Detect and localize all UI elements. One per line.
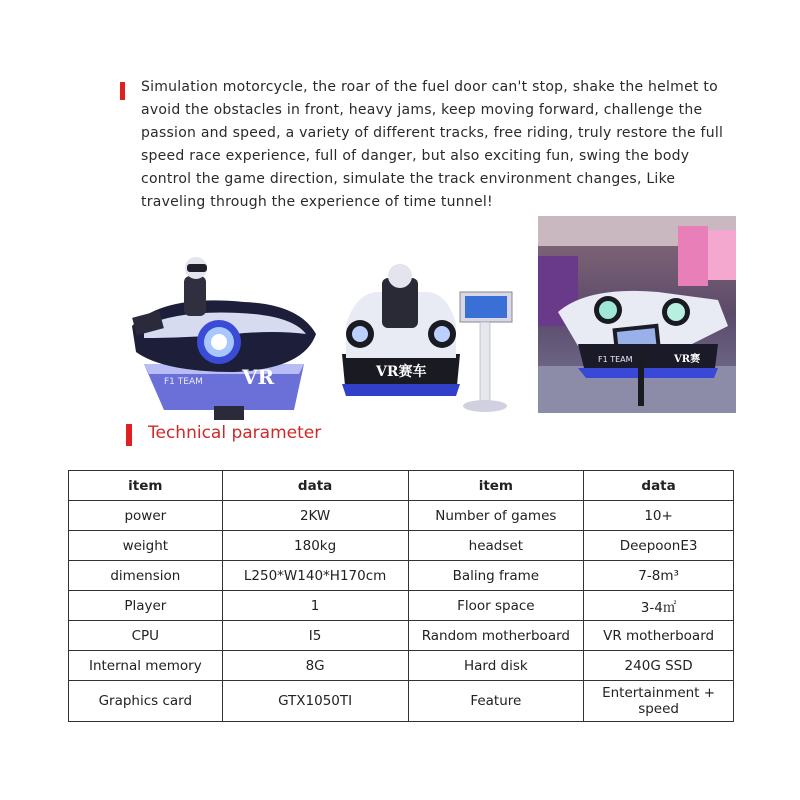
table-cell: 3-4㎡: [584, 591, 734, 621]
table-header-row: [69, 471, 734, 501]
table-row: [69, 681, 734, 722]
product-photo-arcade-scene: [538, 216, 736, 413]
table-row: [69, 621, 734, 651]
product-photo-side-view: [124, 234, 324, 426]
table-row: [69, 531, 734, 561]
table-cell: power: [69, 501, 223, 531]
table-cell: Feature: [408, 681, 584, 722]
table-cell: 240G SSD: [584, 651, 734, 681]
table-cell: headset: [408, 531, 584, 561]
table-cell: GTX1050TI: [222, 681, 408, 722]
table-row: [69, 561, 734, 591]
table-cell: 1: [222, 591, 408, 621]
table-cell: DeepoonE3: [584, 531, 734, 561]
intro-text: Simulation motorcycle, the roar of the fuel door can't stop, shake the helmet to avoid the obstacles in front, heavy jams, keep moving forward, challenge the passion and speed, a variety of different tracks, free riding, truly restore the full speed race experience, full of danger, but also exciting fun, swing the body control the game direction, simulate the track environment changes, Like traveling through the experience of time tunnel!: [141, 79, 724, 210]
section-title: Technical parameter: [148, 423, 322, 443]
photo3-logo-text: VR赛: [674, 354, 701, 365]
product-photo-front-view: [336, 234, 518, 426]
header-data: data: [584, 471, 734, 501]
table-cell: Floor space: [408, 591, 584, 621]
table-cell: L250*W140*H170cm: [222, 561, 408, 591]
table-cell: Entertainment + speed: [584, 681, 734, 722]
table-row: [69, 651, 734, 681]
table-cell: 2KW: [222, 501, 408, 531]
header-item: item: [69, 471, 223, 501]
intro-paragraph: [120, 76, 740, 214]
table-cell: Baling frame: [408, 561, 584, 591]
table-cell: 180kg: [222, 531, 408, 561]
photo1-side-text: F1 TEAM: [164, 377, 203, 387]
table-cell: 7-8m³: [584, 561, 734, 591]
product-gallery: [0, 216, 800, 416]
section-accent-bar: [126, 424, 132, 446]
photo3-side-text: F1 TEAM: [598, 355, 633, 364]
table-cell: I5: [222, 621, 408, 651]
table-cell: dimension: [69, 561, 223, 591]
table-cell: Random motherboard: [408, 621, 584, 651]
table-cell: Internal memory: [69, 651, 223, 681]
table-row: [69, 591, 734, 621]
table-cell: weight: [69, 531, 223, 561]
table-cell: VR motherboard: [584, 621, 734, 651]
table-cell: Graphics card: [69, 681, 223, 722]
technical-parameter-table: [68, 470, 734, 722]
table-cell: 8G: [222, 651, 408, 681]
header-data: data: [222, 471, 408, 501]
table-cell: Hard disk: [408, 651, 584, 681]
photo1-logo-text: VR: [242, 365, 275, 389]
photo2-logo-text: VR赛车: [376, 364, 427, 380]
table-cell: Player: [69, 591, 223, 621]
table-cell: 10+: [584, 501, 734, 531]
table-row: [69, 501, 734, 531]
table-cell: Number of games: [408, 501, 584, 531]
header-item: item: [408, 471, 584, 501]
table-cell: CPU: [69, 621, 223, 651]
intro-accent-bar: [120, 82, 125, 100]
